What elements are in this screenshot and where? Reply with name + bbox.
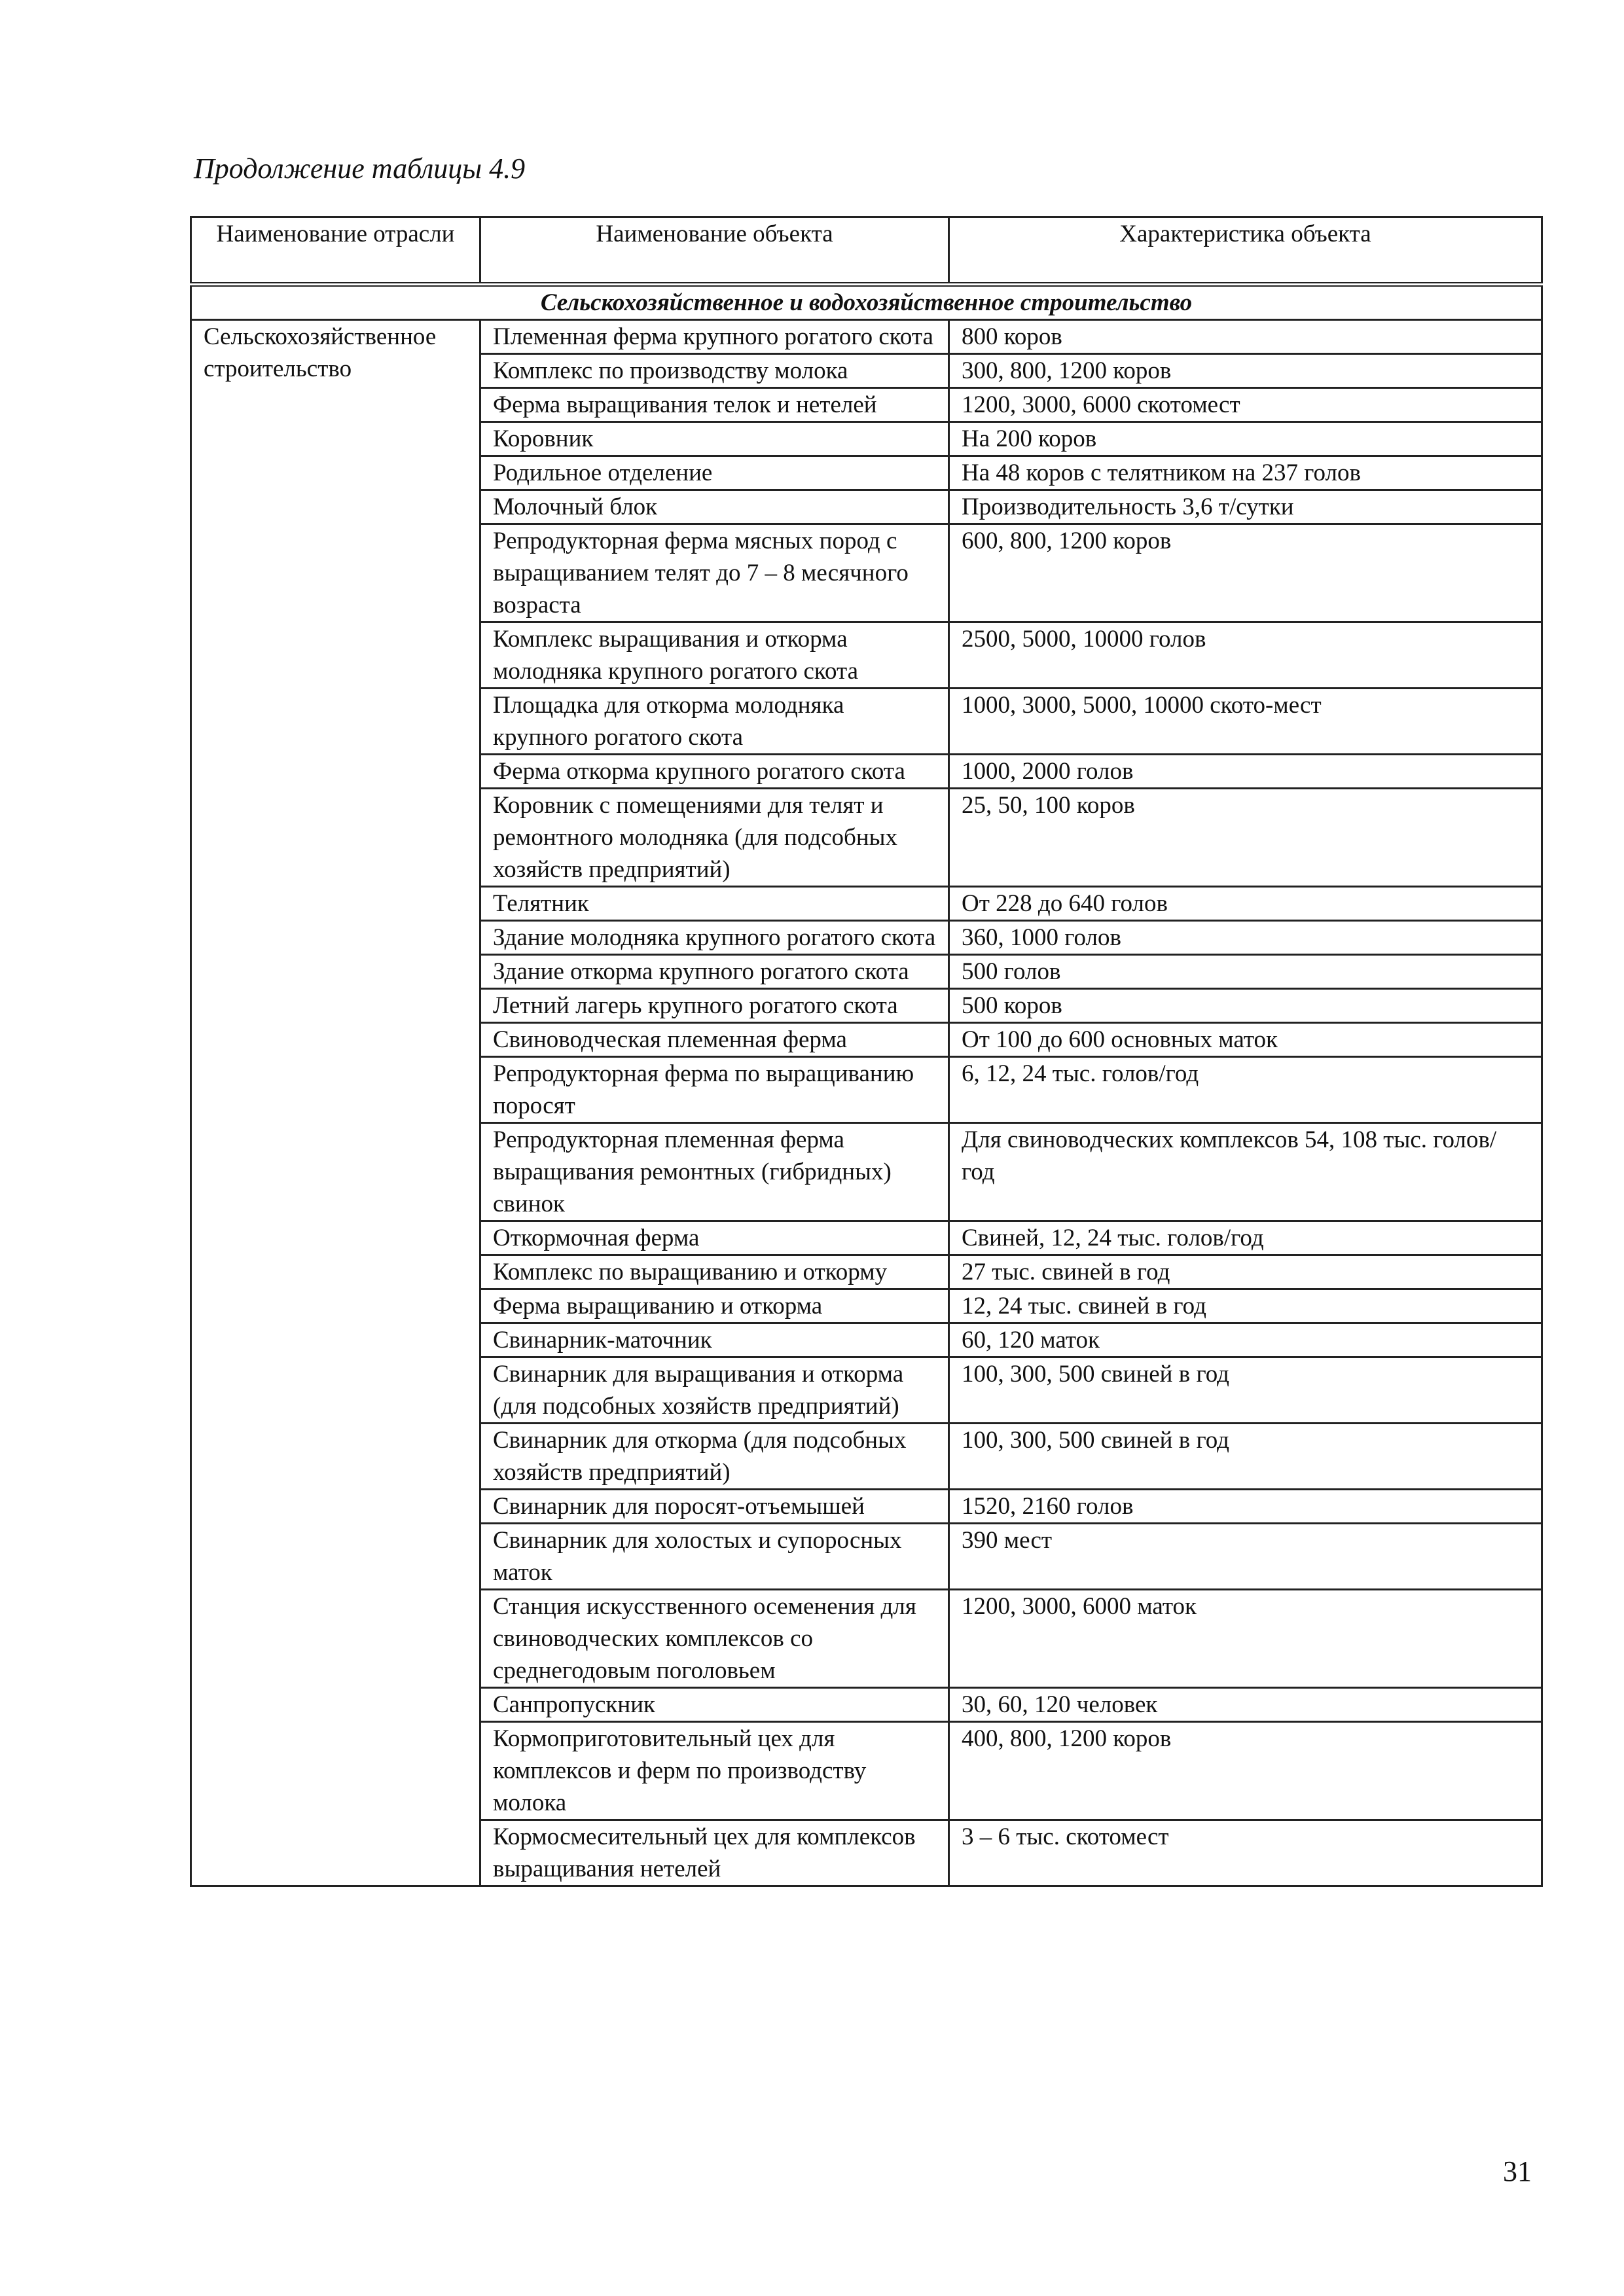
characteristic-cell: 100, 300, 500 свиней в год [949, 1357, 1542, 1424]
object-cell: Комплекс по выращиванию и откорму [480, 1255, 949, 1289]
page-number: 31 [1503, 2155, 1532, 2187]
object-cell: Кормоприготовительный цех для комплексов и ферм по производству молока [480, 1722, 949, 1820]
table-caption: Продолжение таблицы 4.9 [194, 152, 526, 185]
section-title: Сельскохозяйственное и водохозяйственное строительство [191, 285, 1542, 320]
object-cell: Свинарник для откорма (для подсобных хозяйств предприятий) [480, 1424, 949, 1490]
characteristic-cell: 1000, 3000, 5000, 10000 ското-мест [949, 689, 1542, 755]
object-cell: Откормочная ферма [480, 1221, 949, 1255]
characteristic-cell: 2500, 5000, 10000 голов [949, 622, 1542, 689]
characteristic-cell: 27 тыс. свиней в год [949, 1255, 1542, 1289]
characteristic-cell: От 100 до 600 основных маток [949, 1023, 1542, 1057]
object-cell: Станция искусственного осеменения для свиноводческих комплексов со среднегодовым поголовьем [480, 1590, 949, 1688]
object-cell: Репродукторная ферма по выращиванию поросят [480, 1057, 949, 1123]
object-cell: Здание молодняка крупного рогатого скота [480, 921, 949, 955]
objects-table [190, 216, 1543, 1887]
characteristic-cell: 1520, 2160 голов [949, 1490, 1542, 1524]
object-cell: Летний лагерь крупного рогатого скота [480, 989, 949, 1023]
object-cell: Свинарник для поросят-отъемышей [480, 1490, 949, 1524]
header-branch: Наименование отрасли [191, 217, 480, 285]
object-cell: Комплекс по производству молока [480, 354, 949, 388]
object-cell: Коровник с помещениями для телят и ремонтного молодняка (для подсобных хозяйств предприятий) [480, 789, 949, 887]
object-cell: Репродукторная ферма мясных пород с выращиванием телят до 7 – 8 месячного возраста [480, 524, 949, 622]
characteristic-cell: 500 коров [949, 989, 1542, 1023]
characteristic-cell: 300, 800, 1200 коров [949, 354, 1542, 388]
object-cell: Репродукторная племенная ферма выращивания ремонтных (гибридных) свинок [480, 1123, 949, 1221]
characteristic-cell: 30, 60, 120 человек [949, 1688, 1542, 1722]
object-cell: Свиноводческая племенная ферма [480, 1023, 949, 1057]
characteristic-cell: От 228 до 640 голов [949, 887, 1542, 921]
characteristic-cell: 100, 300, 500 свиней в год [949, 1424, 1542, 1490]
characteristic-cell: 25, 50, 100 коров [949, 789, 1542, 887]
section-row [191, 285, 1542, 320]
characteristic-cell: 800 коров [949, 320, 1542, 354]
branch-cell: Сельскохозяйственное строительство [191, 320, 480, 1886]
object-cell: Свинарник-маточник [480, 1323, 949, 1357]
table-row [191, 320, 1542, 354]
characteristic-cell: 400, 800, 1200 коров [949, 1722, 1542, 1820]
characteristic-cell: На 48 коров с телятником на 237 голов [949, 456, 1542, 490]
characteristic-cell: 360, 1000 голов [949, 921, 1542, 955]
object-cell: Свинарник для выращивания и откорма (для подсобных хозяйств предприятий) [480, 1357, 949, 1424]
header-characteristic: Характеристика объекта [949, 217, 1542, 285]
characteristic-cell: 6, 12, 24 тыс. голов/год [949, 1057, 1542, 1123]
characteristic-cell: 1000, 2000 голов [949, 755, 1542, 789]
object-cell: Родильное отделение [480, 456, 949, 490]
characteristic-cell: Производительность 3,6 т/сутки [949, 490, 1542, 524]
header-object: Наименование объекта [480, 217, 949, 285]
object-cell: Здание откорма крупного рогатого скота [480, 955, 949, 989]
object-cell: Ферма выращиванию и откорма [480, 1289, 949, 1323]
characteristic-cell: 390 мест [949, 1524, 1542, 1590]
characteristic-cell: 1200, 3000, 6000 скотомест [949, 388, 1542, 422]
characteristic-cell: Свиней, 12, 24 тыс. голов/год [949, 1221, 1542, 1255]
characteristic-cell: 12, 24 тыс. свиней в год [949, 1289, 1542, 1323]
object-cell: Племенная ферма крупного рогатого скота [480, 320, 949, 354]
characteristic-cell: 1200, 3000, 6000 маток [949, 1590, 1542, 1688]
table-header-row [191, 217, 1542, 285]
object-cell: Ферма откорма крупного рогатого скота [480, 755, 949, 789]
object-cell: Ферма выращивания телок и нетелей [480, 388, 949, 422]
object-cell: Санпропускник [480, 1688, 949, 1722]
table-body [191, 285, 1542, 1886]
object-cell: Кормосмесительный цех для комплексов выращивания нетелей [480, 1820, 949, 1886]
characteristic-cell: 60, 120 маток [949, 1323, 1542, 1357]
object-cell: Площадка для откорма молодняка крупного рогатого скота [480, 689, 949, 755]
object-cell: Комплекс выращивания и откорма молодняка крупного рогатого скота [480, 622, 949, 689]
characteristic-cell: 500 голов [949, 955, 1542, 989]
object-cell: Свинарник для холостых и супоросных маток [480, 1524, 949, 1590]
characteristic-cell: Для свиноводческих комплексов 54, 108 тыс. голов/год [949, 1123, 1542, 1221]
object-cell: Молочный блок [480, 490, 949, 524]
characteristic-cell: 600, 800, 1200 коров [949, 524, 1542, 622]
object-cell: Телятник [480, 887, 949, 921]
characteristic-cell: 3 – 6 тыс. скотомест [949, 1820, 1542, 1886]
object-cell: Коровник [480, 422, 949, 456]
characteristic-cell: На 200 коров [949, 422, 1542, 456]
